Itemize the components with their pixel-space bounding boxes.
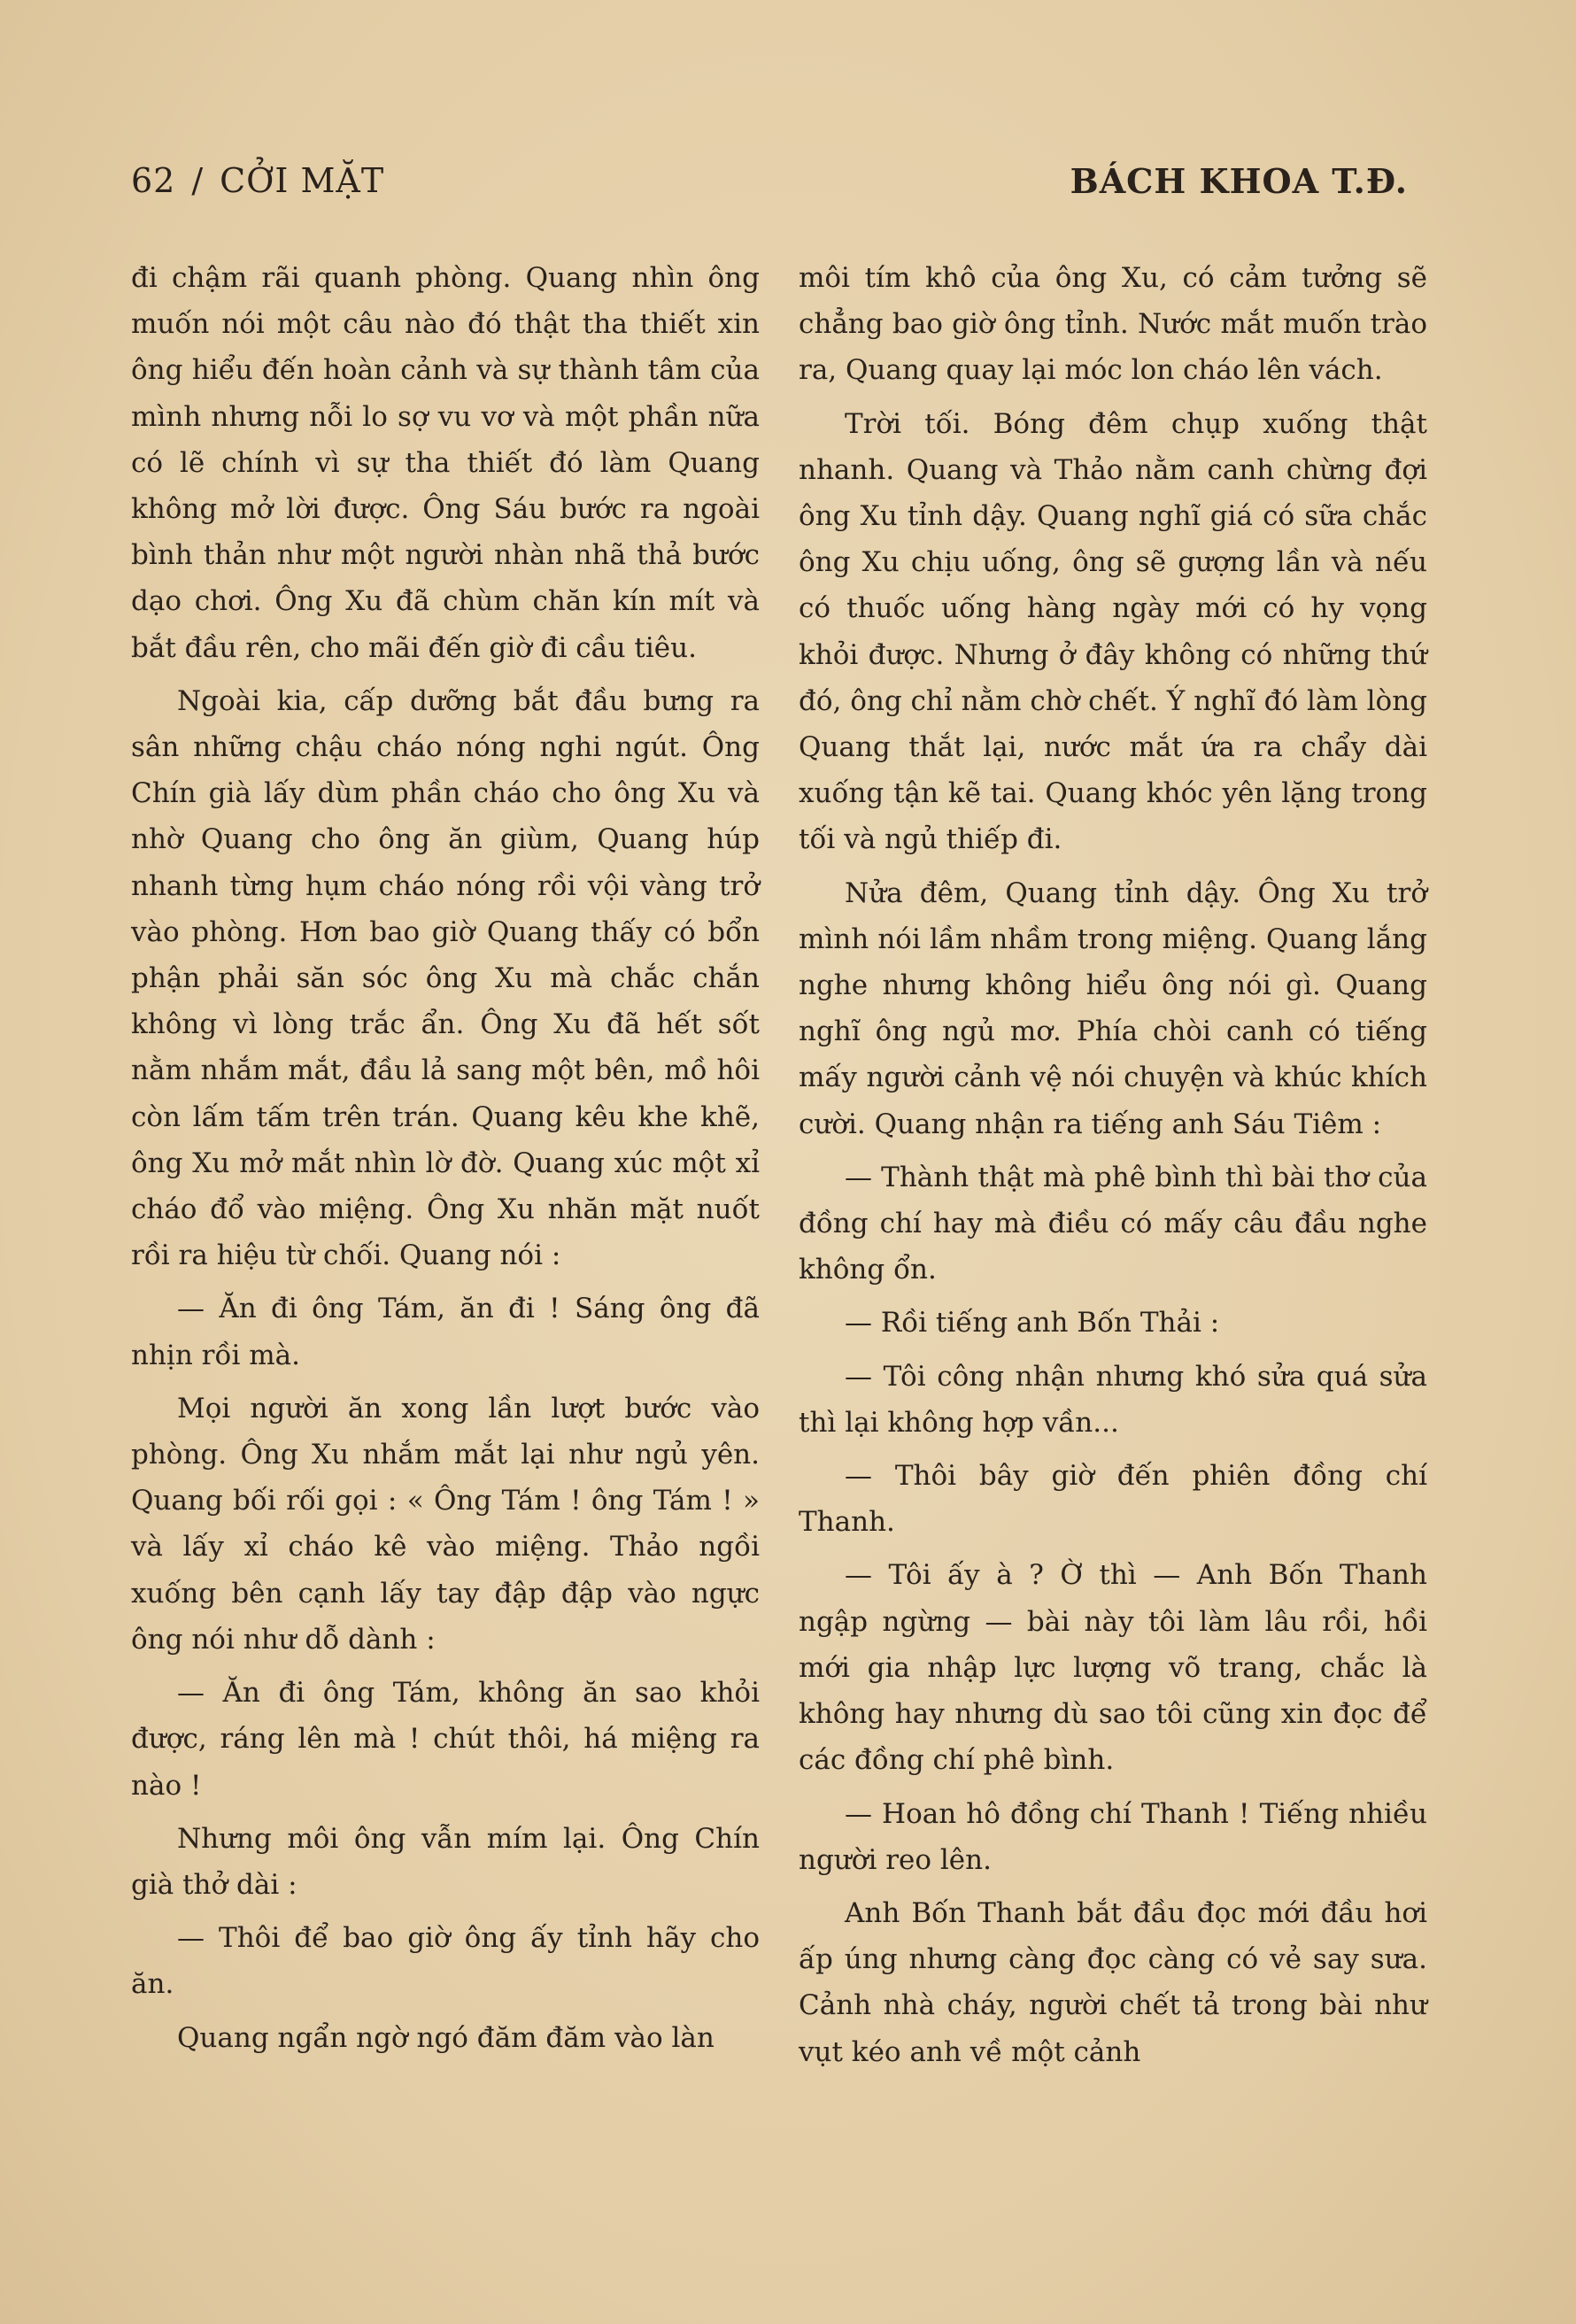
paragraph: — Thôi để bao giờ ông ấy tỉnh hãy cho ăn. (131, 1922, 760, 2001)
paragraph: Nhưng môi ông vẫn mím lại. Ông Chín già thở dài : (131, 1822, 760, 1901)
paragraph: — Tôi ấy à ? Ờ thì — Anh Bốn Thanh ngập ngừng — bài này tôi làm lâu rồi, hồi mới gia nhập lực lượng võ trang, chắc là không hay nhưng dù sao tôi cũng xin đọc để các đồng chí phê bình. (799, 1559, 1427, 1777)
paragraph: — Thôi bây giờ đến phiên đồng chí Thanh. (799, 1460, 1427, 1539)
running-header (131, 161, 1408, 214)
paragraph: — Ăn đi ông Tám, không ăn sao khỏi được, ráng lên mà ! chút thôi, há miệng ra nào ! (131, 1677, 760, 1802)
paragraph: Nửa đêm, Quang tỉnh dậy. Ông Xu trở mình nói lầm nhầm trong miệng. Quang lắng nghe nhưng không hiểu ông nói gì. Quang nghĩ ông ngủ mơ. Phía chòi canh có tiếng mấy người cảnh vệ nói chuyện và khúc khích cười. Quang nhận ra tiếng anh Sáu Tiêm : (799, 876, 1427, 1140)
header-separator: / (191, 161, 205, 200)
paragraph: — Thành thật mà phê bình thì bài thơ của đồng chí hay mà điều có mấy câu đầu nghe không ổn. (799, 1161, 1427, 1286)
left-text-column (131, 255, 760, 2068)
paragraph: — Tôi công nhận nhưng khó sửa quá sửa thì lại không hợp vần... (799, 1360, 1427, 1439)
paragraph: Trời tối. Bóng đêm chụp xuống thật nhanh. Quang và Thảo nằm canh chừng đợi ông Xu tỉnh dậy. Quang nghĩ giá có sữa chắc ông Xu chịu uống, ông sẽ gượng lần và nếu có thuốc uống hàng ngày mới có hy vọng khỏi được. Nhưng ở đây không có những thứ đó, ông chỉ nằm chờ chết. Ý nghĩ đó làm lòng Quang thắt lại, nước mắt ứa ra chẩy dài xuống tận kẽ tai. Quang khóc yên lặng trong tối và ngủ thiếp đi. (799, 407, 1428, 856)
paragraph: đi chậm rãi quanh phòng. Quang nhìn ông muốn nói một câu nào đó thật tha thiết xin ông hiểu đến hoàn cảnh và sự thành tâm của mình nhưng nỗi lo sợ vu vơ và một phần nữa có lẽ chính vì sự tha thiết đó làm Quang không mở lời được. Ông Sáu bước ra ngoài bình thản như một người nhàn nhã thả bước dạo chơi. Ông Xu đã chùm chăn kín mít và bắt đầu rên, cho mãi đến giờ đi cầu tiêu. (131, 262, 760, 664)
paragraph: — Ăn đi ông Tám, ăn đi ! Sáng ông đã nhịn rồi mà. (131, 1293, 760, 1371)
right-text-column (799, 255, 1427, 2082)
paragraph: môi tím khô của ông Xu, có cảm tưởng sẽ chẳng bao giờ ông tỉnh. Nước mắt muốn trào ra, Quang quay lại móc lon cháo lên vách. (799, 262, 1427, 387)
paragraph: — Hoan hô đồng chí Thanh ! Tiếng nhiều người reo lên. (799, 1797, 1427, 1876)
paragraph: Ngoài kia, cấp dưỡng bắt đầu bưng ra sân những chậu cháo nóng nghi ngút. Ông Chín già lấy dùm phần cháo cho ông Xu và nhờ Quang cho ông ăn giùm, Quang húp nhanh từng hụm cháo nóng rồi vội vàng trở vào phòng. Hơn bao giờ Quang thấy có bổn phận phải săn sóc ông Xu mà chắc chắn không vì lòng trắc ẩn. Ông Xu đã hết sốt nằm nhắm mắt, đầu lả sang một bên, mồ hôi còn lấm tấm trên trán. Quang kêu khe khẽ, ông Xu mở mắt nhìn lờ đờ. Quang xúc một xỉ cháo đổ vào miệng. Ông Xu nhăn mặt nuốt rồi ra hiệu từ chối. Quang nói : (131, 684, 760, 1272)
page-number: 62 (131, 161, 176, 200)
header-left (131, 161, 384, 200)
journal-title: BÁCH KHOA T.Đ. (1070, 161, 1408, 201)
paragraph: — Rồi tiếng anh Bốn Thải : (845, 1307, 1220, 1340)
paragraph: Quang ngẩn ngờ ngó đăm đăm vào làn (177, 2021, 715, 2054)
paragraph: Mọi người ăn xong lần lượt bước vào phòng. Ông Xu nhắm mắt lại như ngủ yên. Quang bối rối gọi : « Ông Tám ! ông Tám ! » và lấy xỉ cháo kê vào miệng. Thảo ngồi xuống bên cạnh lấy tay đập đập vào ngực ông nói như dỗ dành : (131, 1392, 760, 1656)
section-title: CỞI MẶT (220, 161, 385, 200)
paragraph: Anh Bốn Thanh bắt đầu đọc mới đầu hơi ấp úng nhưng càng đọc càng có vẻ say sưa. Cảnh nhà cháy, người chết tả trong bài như vụt kéo anh về một cảnh (799, 1896, 1427, 2068)
